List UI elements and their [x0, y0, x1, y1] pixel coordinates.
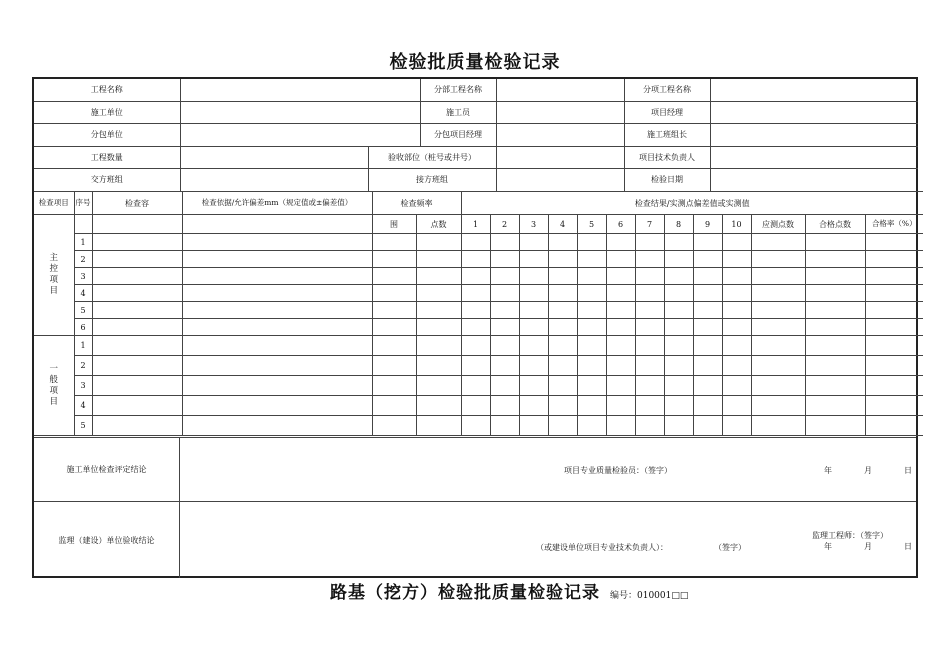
supervisor-engineer-signature: 监理工程师：（签字） — [812, 531, 888, 540]
frequency-header: 检查频率 — [372, 192, 461, 215]
info-row — [34, 124, 918, 147]
receiving-team-label: 接方班组 — [368, 169, 496, 192]
day-label: 日 — [904, 466, 912, 475]
construction-unit-label: 施工单位 — [34, 101, 180, 124]
col-header: 9 — [693, 215, 722, 234]
row-seq: 3 — [74, 376, 92, 396]
form-code: 编号：010001□□ — [610, 591, 689, 601]
main-items-label: 主控项目 — [49, 253, 58, 296]
owner-tech-signature: （或建设单位项目专业技术负责人）： — [536, 543, 668, 552]
table-row — [34, 336, 923, 356]
inspection-date-label: 检验日期 — [624, 169, 710, 192]
supervision-conclusion — [34, 501, 916, 578]
col-header: 3 — [519, 215, 548, 234]
project-manager-label: 项目经理 — [624, 101, 710, 124]
col-header: 4 — [548, 215, 577, 234]
row-seq: 2 — [74, 356, 92, 376]
quantity-label: 工程数量 — [34, 147, 180, 169]
footer — [330, 578, 688, 603]
header-row-1 — [34, 192, 923, 215]
range-header: 围 — [372, 215, 416, 234]
construction-worker-cell[interactable] — [496, 101, 624, 124]
form-title: 检验批质量检验记录 — [389, 52, 561, 73]
row-seq: 4 — [74, 396, 92, 416]
item-project-name-label: 分项工程名称 — [624, 79, 710, 101]
team-leader-cell[interactable] — [710, 124, 918, 147]
sub-project-name-label: 分部工程名称 — [420, 79, 496, 101]
info-table — [34, 79, 916, 192]
row-seq: 6 — [74, 319, 92, 336]
table-row — [34, 356, 923, 376]
row-seq: 4 — [74, 285, 92, 302]
month-label: 月 — [864, 542, 872, 551]
header-row-2 — [34, 215, 923, 234]
row-seq: 1 — [74, 336, 92, 356]
info-row — [34, 169, 918, 192]
day-label: 日 — [904, 542, 912, 551]
handover-team-cell[interactable] — [180, 169, 368, 192]
row-seq: 1 — [74, 234, 92, 251]
col-header: 10 — [722, 215, 751, 234]
seq-header: 序号 — [74, 192, 92, 215]
construction-worker-label: 施工员 — [420, 101, 496, 124]
year-label: 年 — [824, 466, 832, 475]
footer-title: 路基（挖方）检验批质量检验记录 — [330, 583, 600, 603]
inspector-signature: 项目专业质量检验员：（签字） — [564, 466, 672, 475]
row-seq: 5 — [74, 416, 92, 436]
construction-conclusion — [34, 437, 916, 501]
col-header: 8 — [664, 215, 693, 234]
col-header: 6 — [606, 215, 635, 234]
table-row — [34, 234, 923, 251]
sub-project-name-cell[interactable] — [496, 79, 624, 101]
table-row — [34, 285, 923, 302]
item-project-name-cell[interactable] — [710, 79, 918, 101]
subcontract-unit-cell[interactable] — [180, 124, 420, 147]
col-header: 2 — [490, 215, 519, 234]
project-name-cell[interactable] — [180, 79, 420, 101]
table-row — [34, 376, 923, 396]
tech-lead-label: 项目技术负责人 — [624, 147, 710, 169]
col-header: 1 — [461, 215, 490, 234]
table-row — [34, 302, 923, 319]
subcontract-pm-label: 分包项目经理 — [420, 124, 496, 147]
pass-rate-header: 合格率（%） — [865, 215, 923, 234]
year-label: 年 — [824, 542, 832, 551]
quantity-cell[interactable] — [180, 147, 368, 169]
table-row — [34, 268, 923, 285]
table-row — [34, 416, 923, 436]
results-header: 检查结果/实测点偏差值或实测值 — [461, 192, 923, 215]
info-row — [34, 147, 918, 169]
row-seq: 5 — [74, 302, 92, 319]
supervision-conclusion-label: 监理（建设）单位验收结论 — [34, 502, 180, 578]
col-header: 5 — [577, 215, 606, 234]
project-name-label: 工程名称 — [34, 79, 180, 101]
construction-unit-cell[interactable] — [180, 101, 420, 124]
row-seq: 2 — [74, 251, 92, 268]
month-label: 月 — [864, 466, 872, 475]
acceptance-location-cell[interactable] — [496, 147, 624, 169]
team-leader-label: 施工班组长 — [624, 124, 710, 147]
col-header: 7 — [635, 215, 664, 234]
table-row — [34, 319, 923, 336]
inspection-form — [32, 77, 918, 578]
pass-points-header: 合格点数 — [805, 215, 865, 234]
project-manager-cell[interactable] — [710, 101, 918, 124]
receiving-team-cell[interactable] — [496, 169, 624, 192]
construction-conclusion-label: 施工单位检查评定结论 — [34, 438, 180, 501]
inspection-grid — [34, 191, 916, 436]
basis-header: 检查依据/允许偏差mm（规定值或±偏差值） — [182, 192, 372, 215]
table-row — [34, 396, 923, 416]
general-items-label: 一般项目 — [49, 363, 58, 407]
row-seq: 3 — [74, 268, 92, 285]
should-points-header: 应测点数 — [751, 215, 805, 234]
handover-team-label: 交方班组 — [34, 169, 180, 192]
tech-lead-cell[interactable] — [710, 147, 918, 169]
subcontract-unit-label: 分包单位 — [34, 124, 180, 147]
sign-label: （签字） — [714, 543, 746, 552]
inspection-date-cell[interactable] — [710, 169, 918, 192]
acceptance-location-label: 验收部位（桩号或井号） — [368, 147, 496, 169]
content-header: 检查容 — [92, 192, 182, 215]
info-row — [34, 79, 918, 101]
info-row — [34, 101, 918, 124]
table-row — [34, 251, 923, 268]
subcontract-pm-cell[interactable] — [496, 124, 624, 147]
category-header: 检查项目 — [34, 192, 74, 215]
points-header: 点数 — [416, 215, 461, 234]
